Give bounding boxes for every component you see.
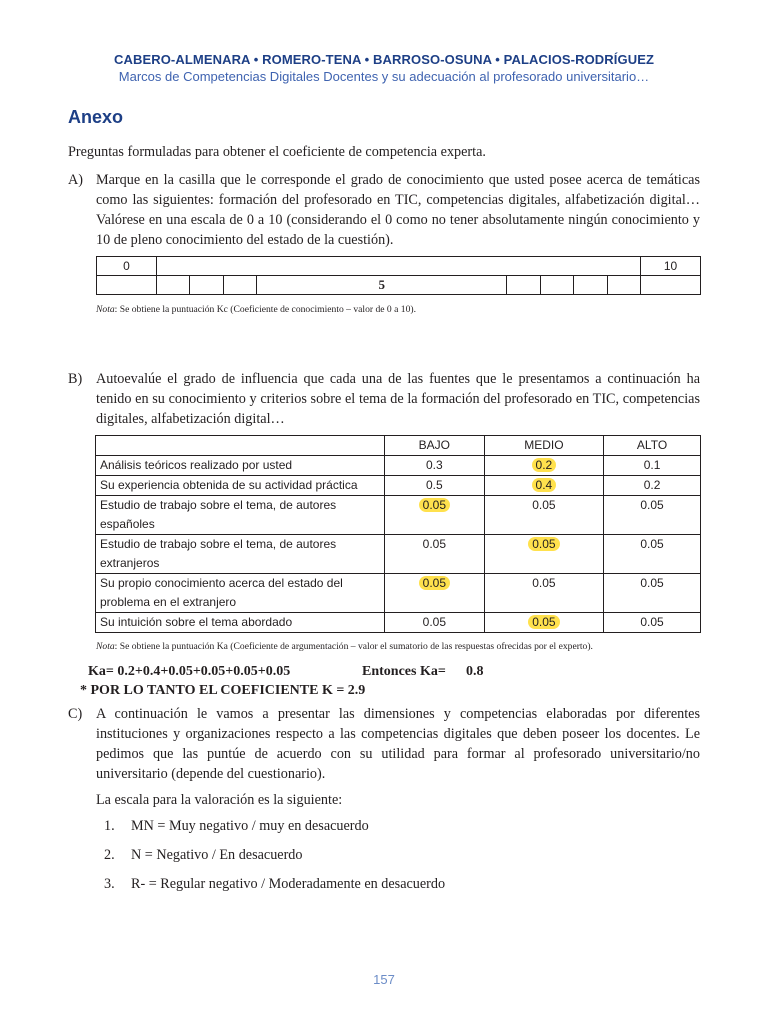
value-bajo[interactable]: 0.5 [425, 478, 443, 492]
scale-cell-selected[interactable]: 5 [257, 276, 507, 295]
influence-table [95, 435, 701, 633]
value-alto[interactable]: 0.2 [643, 478, 661, 492]
list-text: N = Negativo / En desacuerdo [131, 847, 303, 863]
question-c [68, 704, 700, 784]
ka-value: 0.8 [466, 664, 484, 679]
value-bajo[interactable]: 0.05 [422, 615, 447, 629]
scale-cell[interactable] [190, 276, 223, 295]
table-row [96, 574, 701, 613]
value-bajo-selected[interactable]: 0.05 [419, 498, 450, 512]
table-row [96, 456, 701, 476]
column-header-medio: MEDIO [484, 436, 603, 456]
value-medio[interactable]: 0.05 [532, 498, 556, 512]
scale-cell[interactable] [540, 276, 573, 295]
list-number: 2. [104, 847, 115, 863]
source-label: Estudio de trabajo sobre el tema, de autores extranjeros [96, 535, 385, 574]
question-b [68, 369, 700, 429]
list-text: MN = Muy negativo / muy en desacuerdo [131, 818, 369, 834]
list-number: 3. [104, 876, 115, 892]
scale-cell[interactable] [607, 276, 640, 295]
header-source-cell [96, 436, 385, 456]
value-medio[interactable]: 0.05 [532, 576, 556, 590]
table-row [96, 476, 701, 496]
ka-sum: Ka= 0.2+0.4+0.05+0.05+0.05+0.05 [88, 664, 291, 679]
table-row [96, 496, 701, 535]
list-text: R- = Regular negativo / Moderadamente en desacuerdo [131, 876, 446, 892]
value-alto[interactable]: 0.05 [640, 615, 664, 629]
source-label: Su propio conocimiento acerca del estado del problema en el extranjero [96, 574, 385, 613]
source-label: Su intuición sobre el tema abordado [96, 613, 385, 633]
value-alto[interactable]: 0.1 [643, 458, 661, 472]
question-c-label: C) [68, 706, 83, 722]
note-text: : Se obtiene la puntuación Kc (Coeficiente de conocimiento – valor de 0 a 10). [114, 304, 416, 315]
knowledge-scale-table [96, 256, 701, 295]
value-medio-selected[interactable]: 0.05 [528, 615, 559, 629]
value-bajo[interactable]: 0.3 [425, 458, 443, 472]
scale-span-cell [157, 257, 641, 276]
scale-cell[interactable] [574, 276, 607, 295]
note-ka [96, 641, 593, 652]
question-b-text: Autoevalúe el grado de influencia que cada una de las fuentes que le presentamos a continuación ha tenido en su conocimiento y criterios sobre el tema de la formación del profesorado en TIC, competencias digitales, alfabetización digital… [96, 371, 700, 427]
value-alto[interactable]: 0.05 [640, 576, 664, 590]
question-a [68, 170, 700, 250]
scale-cell[interactable] [157, 276, 190, 295]
table-row [96, 535, 701, 574]
question-a-text: Marque en la casilla que le corresponde el grado de conocimiento que usted posee acerca de temáticas como las siguientes: formación del profesorado en TIC, competencias digitales, alfabetización digital… Valórese en una escala de 0 a 10 (considerando el 0 como no tener absolutamente ningún conocimiento y 10 de pleno conocimiento del estado de la cuestión). [96, 172, 700, 248]
scale-cell[interactable] [97, 276, 157, 295]
source-label: Su experiencia obtenida de su actividad práctica [96, 476, 385, 496]
coefficient-conclusion: * POR LO TANTO EL COEFICIENTE K = 2.9 [80, 683, 366, 698]
value-bajo[interactable]: 0.05 [422, 537, 447, 551]
list-item [104, 876, 445, 893]
value-bajo-selected[interactable]: 0.05 [419, 576, 450, 590]
source-label: Estudio de trabajo sobre el tema, de autores españoles [96, 496, 385, 535]
column-header-bajo: BAJO [385, 436, 485, 456]
scale-intro: La escala para la valoración es la siguiente: [96, 792, 343, 808]
value-alto[interactable]: 0.05 [640, 498, 664, 512]
note-label: Nota [96, 304, 115, 315]
scale-max-cell: 10 [641, 257, 701, 276]
table-row [96, 613, 701, 633]
running-header-subtitle: Marcos de Competencias Digitales Docentes y su adecuación al profesorado universitario… [118, 69, 650, 84]
note-label: Nota [96, 641, 115, 652]
ka-entonces-label: Entonces Ka= [362, 664, 446, 679]
value-medio-selected[interactable]: 0.2 [532, 458, 557, 472]
question-c-text: A continuación le vamos a presentar las dimensiones y competencias elaboradas por diferentes instituciones y organizaciones respecto a las competencias digitales que deben poseer los docentes. Le pedimos que las puntúe de acuerdo con su utilidad para formar al profesorado universitario/no universitario (depende del cuestionario). [96, 706, 700, 782]
running-header-authors: CABERO-ALMENARA • ROMERO-TENA • BARROSO-OSUNA • PALACIOS-RODRÍGUEZ [114, 52, 654, 67]
scale-cell[interactable] [507, 276, 540, 295]
column-header-alto: ALTO [604, 436, 701, 456]
value-medio-selected[interactable]: 0.4 [532, 478, 557, 492]
value-alto[interactable]: 0.05 [640, 537, 664, 551]
scale-cell[interactable] [641, 276, 701, 295]
source-label: Análisis teóricos realizado por usted [96, 456, 385, 476]
note-text: : Se obtiene la puntuación Ka (Coeficiente de argumentación – valor el sumatorio de las respuestas ofrecidas por el experto). [114, 641, 593, 652]
list-item [104, 818, 369, 835]
scale-cell[interactable] [223, 276, 256, 295]
note-kc [96, 304, 416, 315]
list-item [104, 847, 303, 864]
intro-paragraph: Preguntas formuladas para obtener el coeficiente de competencia experta. [68, 144, 486, 160]
scale-min-cell: 0 [97, 257, 157, 276]
section-title: Anexo [68, 107, 124, 127]
list-number: 1. [104, 818, 115, 834]
question-b-label: B) [68, 371, 83, 387]
page-number: 157 [373, 972, 395, 987]
value-medio-selected[interactable]: 0.05 [528, 537, 559, 551]
question-a-label: A) [68, 172, 83, 188]
